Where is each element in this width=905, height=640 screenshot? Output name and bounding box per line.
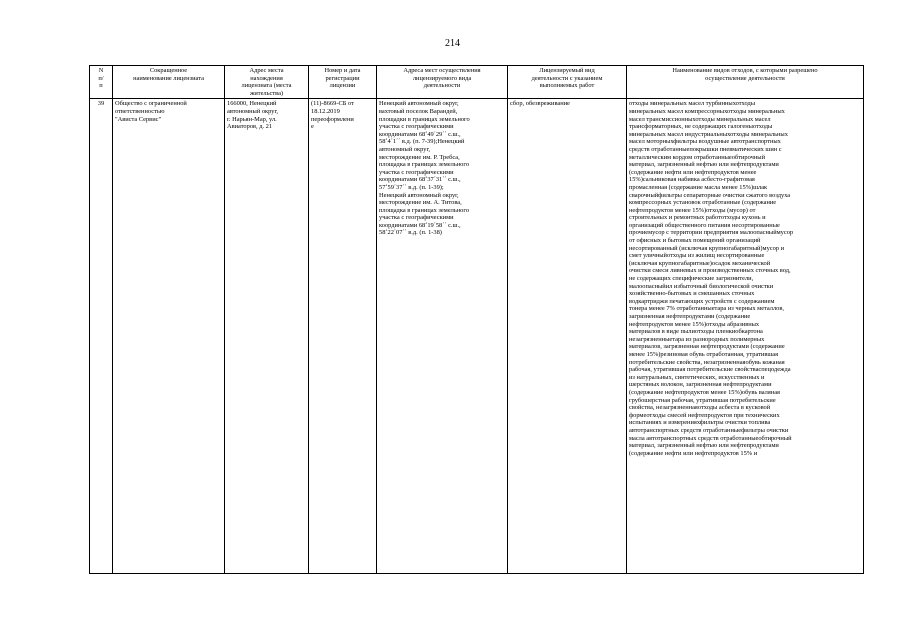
col-header-licensee-name: Сокращенное наименование лицензиата xyxy=(113,66,225,99)
cell-licensee-address: 166000, Ненецкий автономный округ, г. Нарьян-Мар, ул. Авиаторов, д. 21 xyxy=(225,99,309,574)
cell-licensee-name: Общество с ограниченной ответственностью "Ависта Сервис" xyxy=(113,99,225,574)
table-row xyxy=(90,99,864,574)
col-header-licensee-address: Адрес места нахождения лицензиата (места жительства) xyxy=(225,66,309,99)
col-header-license-number-date: Номер и дата регистрации лицензии xyxy=(309,66,377,99)
cell-waste-types: отходы минеральных масел турбинныхотходы минеральных масел компрессорныхотходы минеральных масел трансмиссионныхотходы минеральных масел трансформаторных, не содержащих галогеныотходы минеральных масел индустриальныхотходы минеральных масел моторныхфильтры воздушные автотранспортных средств отработанныепокрышки пневматических шин с металлическим кордом отработанныеобтирочный материал, загрязненный нефтью или нефтепродуктами (содержание нефти или нефтепродуктов менее 15%)сальниковая набивка асбесто-графитовая промасленная (содержание масла менее 15%)шлак сварочныйфильтры сепараторные очистки сжатого воздуха компрессорных установок отработанные (содержание нефтепродуктов менее 15%)отходы (мусор) от строительных и ремонтных работотходы кухонь и организаций общественного питания несортированные прочиемусор с территории предприятия малоопасныймусор от офисных и бытовых помещений организаций несортированный (исключая крупногабаритный)мусор и смет уличныйотходы из жилищ несортированные (исключая крупногабаритные)осадок механической очистки смеси ливневых и производственных сточных вод, не содержащих специфические загрязнители, малоопасныйил избыточный биологической очистки хозяйственно-бытовых и смешанных сточных водкартриджи печатающих устройств с содержанием тонера менее 7% отработанныетара из черных металлов, загрязненная нефтепродуктами (содержание нефтепродуктов менее 15%)отходы абразивных материалов в виде пылиотходы пленкиобкартона незагрязненныетара из разнородных полимерных материалов, загрязненная нефтепродуктами (содержание менее 15%)резиновая обувь отработанная, утратившая потребительские свойства, незагрязненнаяобувь кожаная рабочая, утратившая потребительские свойстваспецодежда из натуральных, синтетических, искусственных и шерстяных волокон, загрязненная нефтепродуктами (содержание нефтепродуктов менее 15%)обувь валяная грубошерстная рабочая, утратившая потребительские свойства, незагрязненнаяотходы асбеста в кусковой формеотходы смесей нефтепродуктов при технических испытаниях и измеренияхфильтры очистки топлива автотранспортных средств отработанныефильтры очистки масла автотранспортных средств отработанныеобтирочный материал, загрязненный нефтью или нефтепродуктами (содержание нефти или нефтепродуктов 15% и xyxy=(627,99,864,574)
page-number: 214 xyxy=(445,38,460,49)
cell-licensed-activity: сбор, обезвреживание xyxy=(508,99,627,574)
cell-license-number-date: (11)-8669-СБ от 18.12.2019 переоформлени е xyxy=(309,99,377,574)
table-header-row xyxy=(90,66,864,99)
col-header-licensed-activity: Лицензируемый вид деятельности с указанием выполняемых работ xyxy=(508,66,627,99)
col-header-number: N п/ п xyxy=(90,66,113,99)
license-registry-table xyxy=(89,65,864,574)
col-header-waste-types: Наименование видов отходов, с которыми разрешено осуществление деятельности xyxy=(627,66,864,99)
cell-number: 39 xyxy=(90,99,113,574)
col-header-activity-places: Адреса мест осуществления лицензируемого вида деятельности xyxy=(377,66,508,99)
cell-activity-places: Ненецкий автономный округ, вахтовый поселок Варандей, площадки в границах земельного участка с географическими координатами 68˚49΄29΄΄ с.ш., 58˚4΄1΄΄ в.д. (п. 7-39);Ненецкий автономный округ, месторождение им. Р. Требса, площадка в границах земельного участка с географическими координатами 68˚37΄31΄΄ с.ш., 57˚59΄37΄΄ в.д. (п. 1-39); Ненецкий автономный округ, месторождение им. А. Титова, площадка в границах земельного участка с географическими координатами 68˚19΄58΄΄ с.ш., 58˚22΄07΄΄ в.д. (п. 1-38) xyxy=(377,99,508,574)
